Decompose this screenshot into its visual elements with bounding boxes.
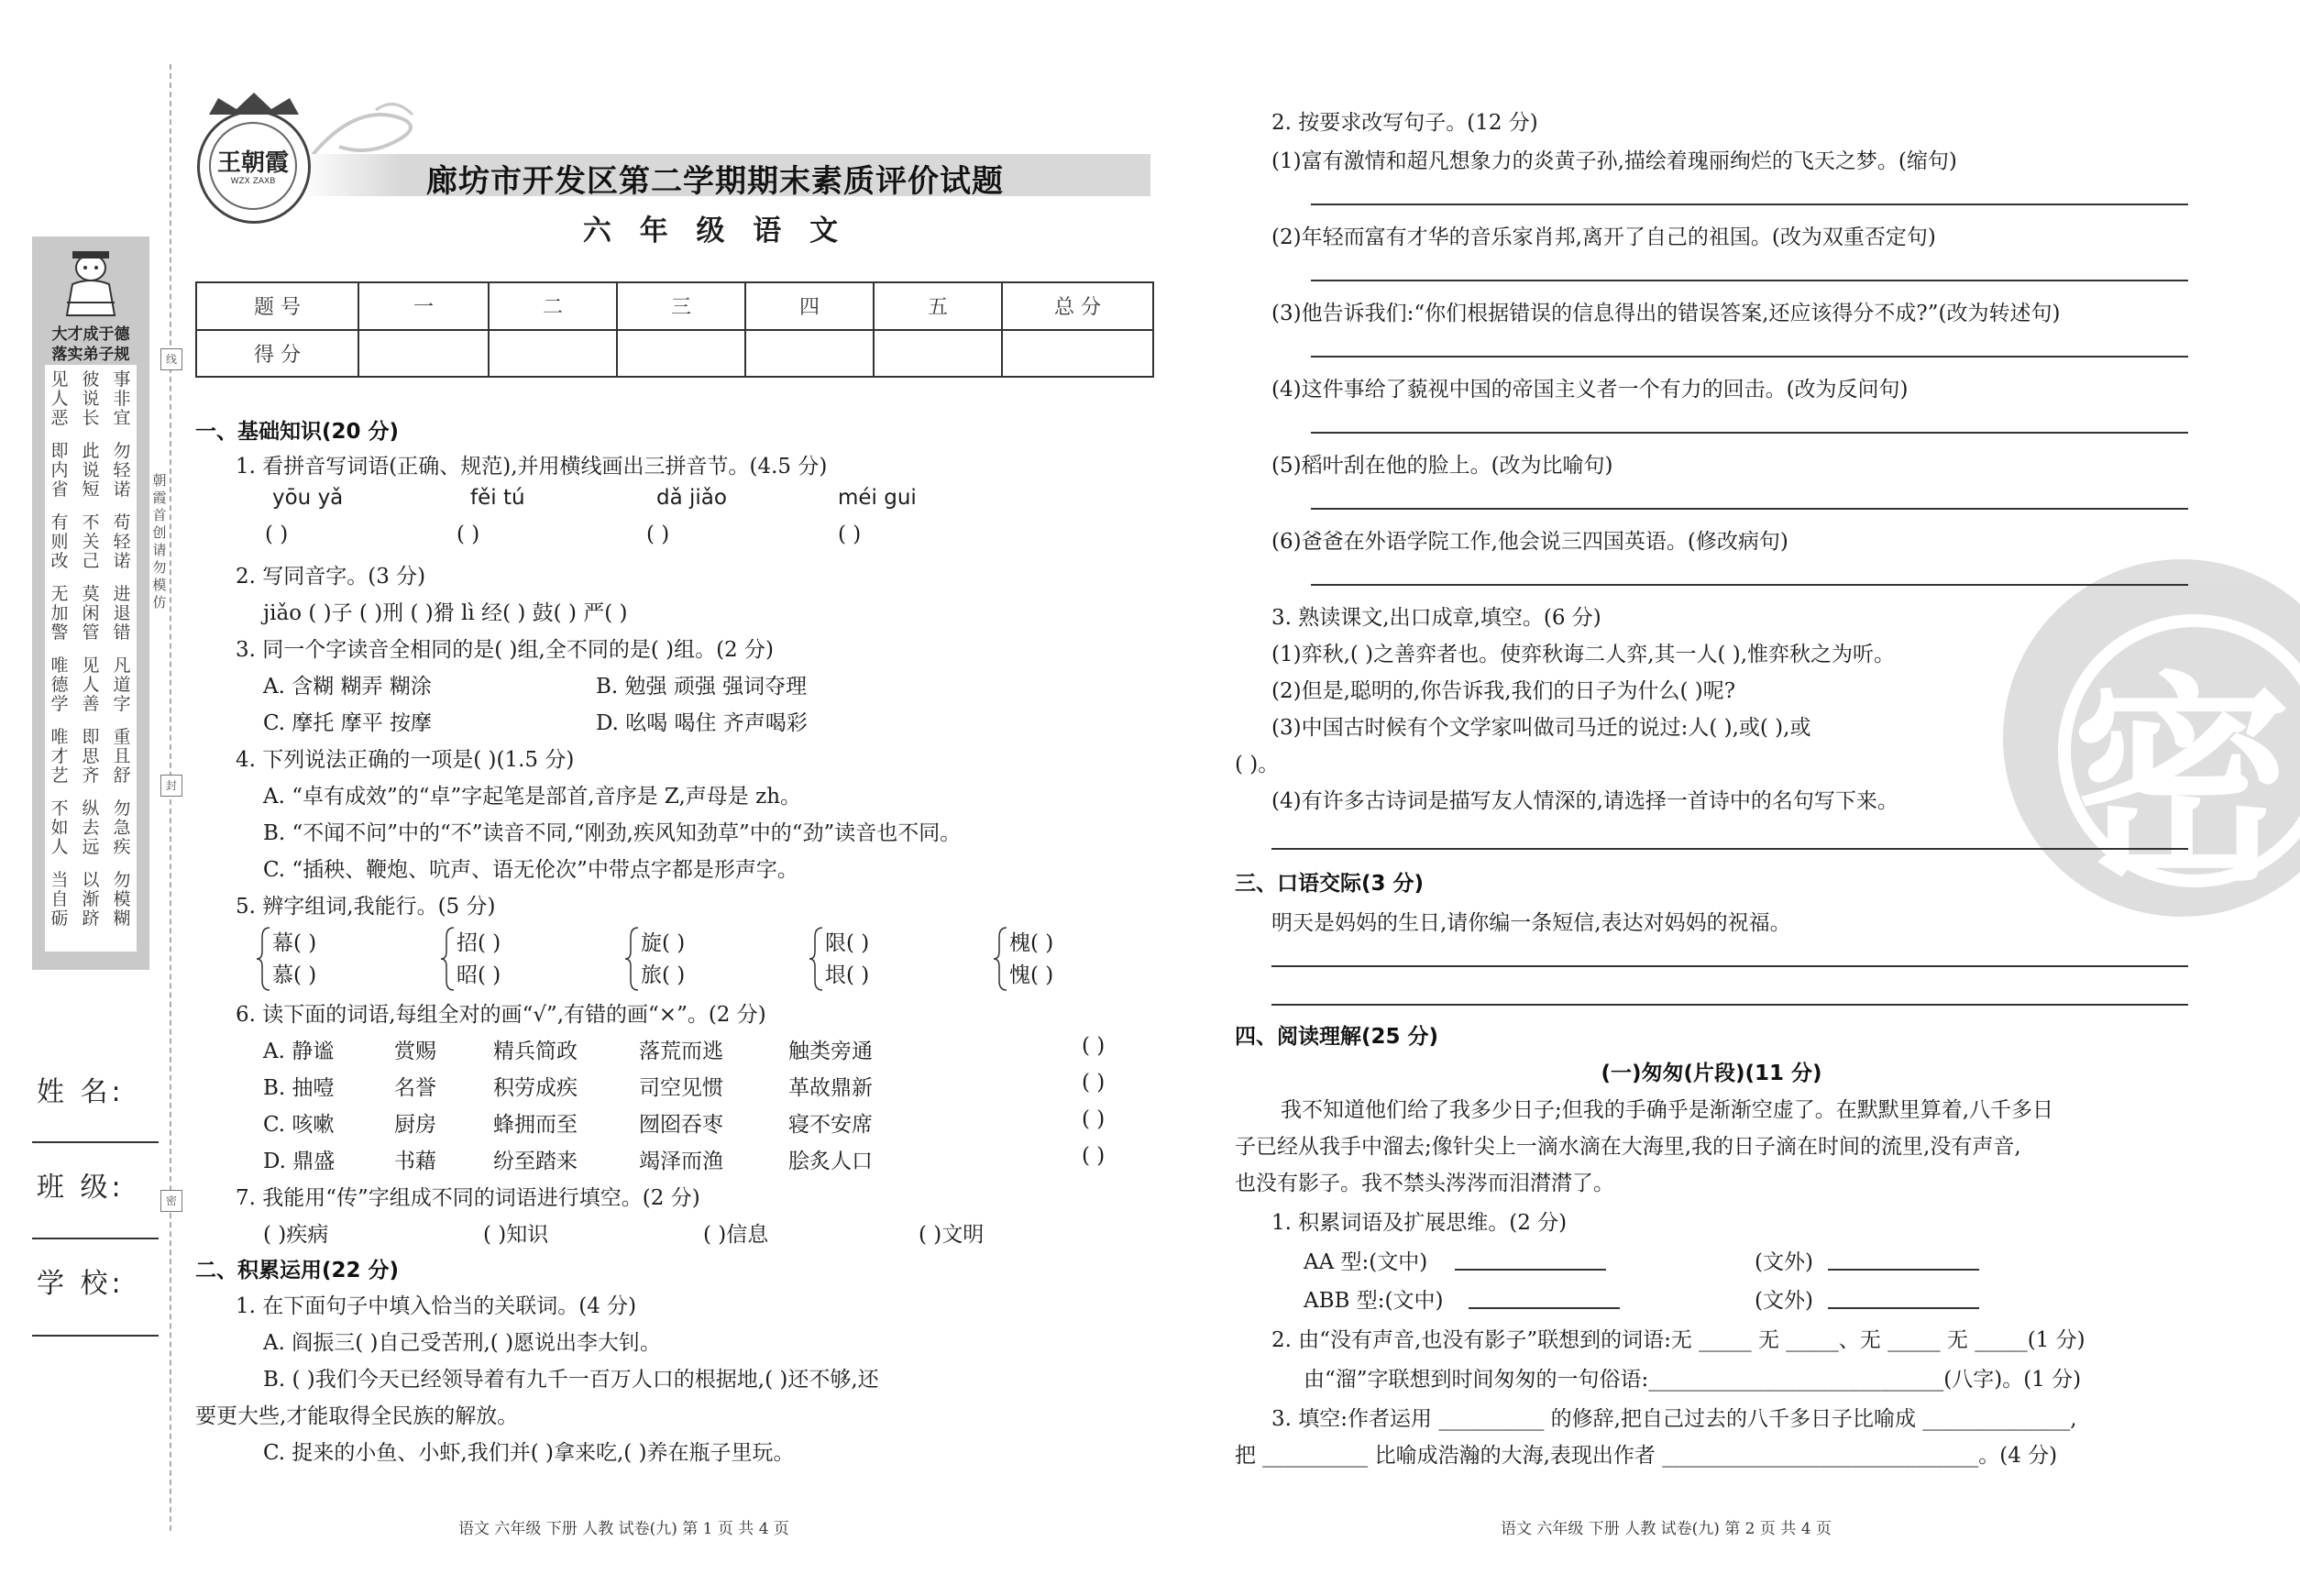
char-pair-top[interactable]: 旋( ) <box>641 931 686 955</box>
logo-subtext: WZX ZAXB <box>230 177 276 186</box>
brand-logo <box>197 110 311 224</box>
option-a: A. 含糊 糊弄 糊涂 <box>263 675 432 699</box>
school-field[interactable] <box>32 1335 159 1337</box>
question-1: 1. 看拼音写词语(正确、规范),并用横线画出三拼音节。(4.5 分) <box>236 455 828 479</box>
seal-char-2: 封 <box>160 775 182 797</box>
pinyin-3: dǎ jiǎo <box>656 486 727 510</box>
char-pair-top[interactable]: 限( ) <box>825 931 870 955</box>
motto-col: 唯才艺 <box>50 727 69 786</box>
answer-line[interactable] <box>1311 280 2188 281</box>
answer-line[interactable] <box>1311 356 2188 358</box>
rewrite-item-6: (6)爸爸在外语学院工作,他会说三四国英语。(修改病句) <box>1271 530 1788 554</box>
score-cell[interactable] <box>874 330 1002 378</box>
word: 司空见惯 <box>639 1076 723 1100</box>
s2-item-b-cont: 要更大些,才能取得全民族的解放。 <box>195 1404 519 1428</box>
word-row-d: D. 鼎盛 <box>263 1150 336 1173</box>
answer-paren[interactable]: ( ) <box>838 523 862 546</box>
option-b: B. 勉强 顽强 强词夺理 <box>596 675 808 699</box>
motto-panel <box>32 237 149 970</box>
word: 积劳成疾 <box>493 1076 578 1100</box>
table-cell: 二 <box>489 282 617 330</box>
section-1-title: 一、基础知识(20 分) <box>195 420 400 444</box>
answer-line[interactable] <box>1311 432 2188 434</box>
pinyin-1: yōu yǎ <box>272 486 344 510</box>
answer-line[interactable] <box>1271 1004 2188 1006</box>
vertical-note: 朝霞首创请勿模仿 <box>152 472 167 611</box>
table-cell: 四 <box>745 282 874 330</box>
option-d: D. 吆喝 喝住 齐声喝彩 <box>596 711 808 735</box>
section-4-title: 四、阅读理解(25 分) <box>1235 1025 1439 1049</box>
name-label: 姓 名: <box>37 1076 125 1108</box>
section-2-title: 二、积累运用(22 分) <box>195 1259 400 1282</box>
oral-prompt: 明天是妈妈的生日,请你编一条短信,表达对妈妈的祝福。 <box>1271 911 1791 935</box>
abb-out-label: (文外) <box>1755 1289 1813 1313</box>
score-cell[interactable] <box>745 330 874 378</box>
score-cell[interactable] <box>489 330 617 378</box>
char-pair-top[interactable]: 幕( ) <box>272 931 317 955</box>
page-title: 廊坊市开发区第二学期期末素质评价试题 <box>426 163 1004 200</box>
logo-text: 王朝霞 <box>216 149 289 177</box>
answer-line[interactable] <box>1311 584 2188 586</box>
motto-col: 即内省 <box>50 441 69 500</box>
word: 寝不安席 <box>788 1113 873 1137</box>
score-table-header-row <box>196 282 1153 330</box>
motto-col: 事非宜 <box>113 369 131 428</box>
char-pair-bottom[interactable]: 愧( ) <box>1009 963 1054 987</box>
motto-col: 不关己 <box>82 512 100 571</box>
char-pair-bottom[interactable]: 慕( ) <box>272 963 317 987</box>
motto-title-2: 落实弟子规 <box>51 346 130 364</box>
question-4: 4. 下列说法正确的一项是( )(1.5 分) <box>236 748 575 772</box>
word: 囫囵吞枣 <box>639 1113 723 1137</box>
r-reading-q2b[interactable]: 由“溜”字联想到时间匆匆的一句俗语:____________________________(八字)。(1 分) <box>1304 1368 2082 1392</box>
motto-col: 唯德学 <box>50 655 69 714</box>
motto-col: 无加警 <box>50 584 69 643</box>
s2-item-a[interactable]: A. 阎振三( )自己受苦刑,( )愿说出李大钊。 <box>263 1331 662 1355</box>
word: 厨房 <box>394 1113 436 1137</box>
check-paren[interactable]: ( ) <box>1082 1107 1106 1131</box>
fill-blank[interactable]: ( )疾病 <box>263 1223 329 1247</box>
rewrite-item-3: (3)他告诉我们:“你们根据错误的信息得出的错误答案,还应该得分不成?”(改为转述句) <box>1271 302 2061 325</box>
word: 竭泽而渔 <box>639 1150 723 1173</box>
rewrite-item-4: (4)这件事给了藐视中国的帝国主义者一个有力的回击。(改为反问句) <box>1271 378 1909 402</box>
motto-col: 凡道字 <box>113 655 131 714</box>
class-field[interactable] <box>32 1238 159 1239</box>
motto-col: 勿轻诺 <box>113 441 131 500</box>
word: 落荒而逃 <box>639 1040 723 1063</box>
seal-char-3: 密 <box>160 1190 182 1212</box>
fill-blank[interactable]: ( )知识 <box>483 1223 549 1247</box>
motto-col: 此说短 <box>82 441 100 500</box>
s2-item-b[interactable]: B. ( )我们今天已经领导着有九千一百万人口的根据地,( )还不够,还 <box>263 1368 879 1392</box>
recite-item-3[interactable]: (3)中国古时候有个文学家叫做司马迁的说过:人( ),或( ),或 <box>1271 716 1811 740</box>
check-paren[interactable]: ( ) <box>1082 1144 1106 1168</box>
motto-title-1: 大才成于德 <box>51 325 130 344</box>
scholar-icon <box>60 248 122 321</box>
answer-line[interactable] <box>1469 1307 1620 1309</box>
answer-paren[interactable]: ( ) <box>265 523 289 546</box>
abb-label: ABB 型:(文中) <box>1304 1289 1444 1313</box>
answer-line[interactable] <box>1311 508 2188 510</box>
motto-col: 纵去远 <box>82 798 100 857</box>
answer-line[interactable] <box>1828 1269 1979 1271</box>
option-a: A. “卓有成效”的“卓”字起笔是部首,音序是 Z,声母是 zh。 <box>263 785 802 809</box>
r-reading-q1: 1. 积累词语及扩展思维。(2 分) <box>1271 1211 1568 1235</box>
recite-item-2[interactable]: (2)但是,聪明的,你告诉我,我们的日子为什么( )呢? <box>1271 679 1736 703</box>
word: 名誉 <box>394 1076 436 1100</box>
motto-col: 苟轻诺 <box>113 512 131 571</box>
table-cell: 得 分 <box>196 330 358 378</box>
class-label: 班 级: <box>37 1172 125 1204</box>
motto-col: 即思齐 <box>82 727 100 786</box>
s2-item-c[interactable]: C. 捉来的小鱼、小虾,我们并( )拿来吃,( )养在瓶子里玩。 <box>263 1441 795 1465</box>
logo-inner-ring <box>209 122 297 210</box>
pinyin-2: fěi tú <box>470 486 525 510</box>
question-3: 3. 同一个字读音全相同的是( )组,全不同的是( )组。(2 分) <box>236 638 774 662</box>
question-5: 5. 辨字组词,我能行。(5 分) <box>236 895 496 919</box>
check-paren[interactable]: ( ) <box>1082 1034 1106 1058</box>
motto-col: 彼说长 <box>82 369 100 428</box>
watermark-seal <box>2003 559 2300 917</box>
recite-item-1[interactable]: (1)弈秋,( )之善弈者也。使弈秋诲二人弈,其一人( ),惟弈秋之为听。 <box>1271 643 1896 666</box>
r-reading-q3b[interactable]: 把 __________ 比喻成浩瀚的大海,表现出作者 ______________________________。(4 分) <box>1235 1444 2058 1468</box>
answer-line[interactable] <box>1271 848 2188 850</box>
fill-blank[interactable]: ( )信息 <box>703 1223 769 1247</box>
reading-subtitle: (一)匆匆(片段)(11 分) <box>1601 1062 1822 1085</box>
word: 触类旁通 <box>788 1040 873 1063</box>
answer-line[interactable] <box>1311 204 2188 205</box>
motto-col: 当自砺 <box>50 870 69 929</box>
option-c: C. 摩托 摩平 按摩 <box>263 711 433 735</box>
answer-line[interactable] <box>1828 1307 1979 1309</box>
table-cell: 题 号 <box>196 282 358 330</box>
passage-line: 我不知道他们给了我多少日子;但我的手确乎是渐渐空虚了。在默默里算着,八千多日 <box>1281 1098 2054 1122</box>
word-row-b: B. 抽噎 <box>263 1076 335 1100</box>
motto-col: 莫闲管 <box>82 584 100 643</box>
word-row-a: A. 静谧 <box>263 1040 335 1063</box>
answer-line[interactable] <box>1271 965 2188 967</box>
score-cell[interactable] <box>617 330 745 378</box>
word: 革故鼎新 <box>788 1076 873 1100</box>
question-2-line[interactable]: jiǎo ( )子 ( )刑 ( )猾 lì 经( ) 鼓( ) 严( ) <box>263 601 628 625</box>
footer-right: 语文 六年级 下册 人教 试卷(九) 第 2 页 共 4 页 <box>1501 1520 1832 1538</box>
motto-col: 见人恶 <box>50 369 69 428</box>
rewrite-item-2: (2)年轻而富有才华的音乐家肖邦,离开了自己的祖国。(改为双重否定句) <box>1271 226 1936 249</box>
word: 书藉 <box>394 1150 436 1173</box>
question-6: 6. 读下面的词语,每组全对的画“√”,有错的画“×”。(2 分) <box>236 1003 766 1027</box>
motto-col: 不如人 <box>50 798 69 857</box>
word: 蜂拥而至 <box>493 1113 578 1137</box>
motto-col: 勿模糊 <box>113 870 131 929</box>
answer-paren[interactable]: ( ) <box>646 523 670 546</box>
motto-col: 重且舒 <box>113 727 131 786</box>
question-2: 2. 写同音字。(3 分) <box>236 565 426 589</box>
footer-left: 语文 六年级 下册 人教 试卷(九) 第 1 页 共 4 页 <box>458 1520 789 1538</box>
question-7: 7. 我能用“传”字组成不同的词语进行填空。(2 分) <box>236 1186 700 1210</box>
check-paren[interactable]: ( ) <box>1082 1071 1106 1095</box>
score-cell[interactable] <box>1002 330 1153 378</box>
char-pair-top[interactable]: 招( ) <box>457 931 501 955</box>
section-3-title: 三、口语交际(3 分) <box>1235 872 1425 896</box>
binding-dashed-line <box>170 64 171 1531</box>
rewrite-item-5: (5)稻叶刮在他的脸上。(改为比喻句) <box>1271 454 1613 478</box>
motto-col: 有则改 <box>50 512 69 571</box>
word: 纷至踏来 <box>493 1150 578 1173</box>
passage-line: 子已经从我手中溜去;像针尖上一滴水滴在大海里,我的日子滴在时间的流里,没有声音, <box>1235 1135 2021 1159</box>
seal-char-1: 线 <box>160 348 182 370</box>
r-question-2: 2. 按要求改写句子。(12 分) <box>1271 111 1538 135</box>
page-subtitle: 六 年 级 语 文 <box>582 215 848 248</box>
word: 脍炙人口 <box>788 1150 873 1173</box>
motto-col: 勿急疾 <box>113 798 131 857</box>
table-cell: 三 <box>617 282 745 330</box>
char-pair-bottom[interactable]: 昭( ) <box>457 963 501 987</box>
motto-col: 进退错 <box>113 584 131 643</box>
table-cell: 总 分 <box>1002 282 1153 330</box>
r-question-3: 3. 熟读课文,出口成章,填空。(6 分) <box>1271 606 1601 630</box>
recite-item-4: (4)有许多古诗词是描写友人情深的,请选择一首诗中的名句写下来。 <box>1271 789 1898 813</box>
answer-paren[interactable]: ( ) <box>457 523 480 546</box>
fill-blank[interactable]: ( )文明 <box>919 1223 985 1247</box>
pinyin-4: méi gui <box>838 486 917 510</box>
crown-icon <box>191 91 317 118</box>
s2-question-1: 1. 在下面句子中填入恰当的关联词。(4 分) <box>236 1294 637 1318</box>
option-b: B. “不闻不问”中的“不”读音不同,“刚劲,疾风知劲草”中的“劲”读音也不同。 <box>263 821 962 845</box>
char-pair-bottom[interactable]: 旅( ) <box>641 963 686 987</box>
r-reading-q3[interactable]: 3. 填空:作者运用 __________ 的修辞,把自己过去的八千多日子比喻成 ______________, <box>1271 1407 2077 1431</box>
aa-label: AA 型:(文中) <box>1304 1250 1428 1274</box>
word: 精兵简政 <box>493 1040 578 1063</box>
passage-line: 也没有影子。我不禁头涔涔而泪潸潸了。 <box>1235 1172 1614 1195</box>
watermark-char: 密 <box>2071 652 2292 910</box>
score-table <box>195 281 1154 378</box>
aa-out-label: (文外) <box>1755 1250 1813 1274</box>
score-cell[interactable] <box>358 330 489 378</box>
recite-item-3-cont[interactable]: ( )。 <box>1235 753 1280 776</box>
score-table-score-row <box>196 330 1153 378</box>
school-label: 学 校: <box>37 1268 125 1300</box>
char-pair-bottom[interactable]: 垠( ) <box>825 963 870 987</box>
table-cell: 一 <box>358 282 489 330</box>
motto-col: 见人善 <box>82 655 100 714</box>
answer-line[interactable] <box>1455 1269 1606 1271</box>
motto-text-area <box>45 365 137 952</box>
rewrite-item-1: (1)富有激情和超凡想象力的炎黄子孙,描绘着瑰丽绚烂的飞天之梦。(缩句) <box>1271 149 1957 173</box>
word: 赏赐 <box>394 1040 436 1063</box>
table-cell: 五 <box>874 282 1002 330</box>
char-pair-top[interactable]: 槐( ) <box>1009 931 1054 955</box>
option-c: C. “插秧、鞭炮、吭声、语无伦次”中带点字都是形声字。 <box>263 858 798 882</box>
motto-col: 以渐跻 <box>82 870 100 929</box>
word-row-c: C. 咳嗽 <box>263 1113 335 1137</box>
name-field[interactable] <box>32 1141 159 1143</box>
r-reading-q2[interactable]: 2. 由“没有声音,也没有影子”联想到的词语:无 _____ 无 _____、无 _____ 无 _____(1 分) <box>1271 1328 2085 1352</box>
